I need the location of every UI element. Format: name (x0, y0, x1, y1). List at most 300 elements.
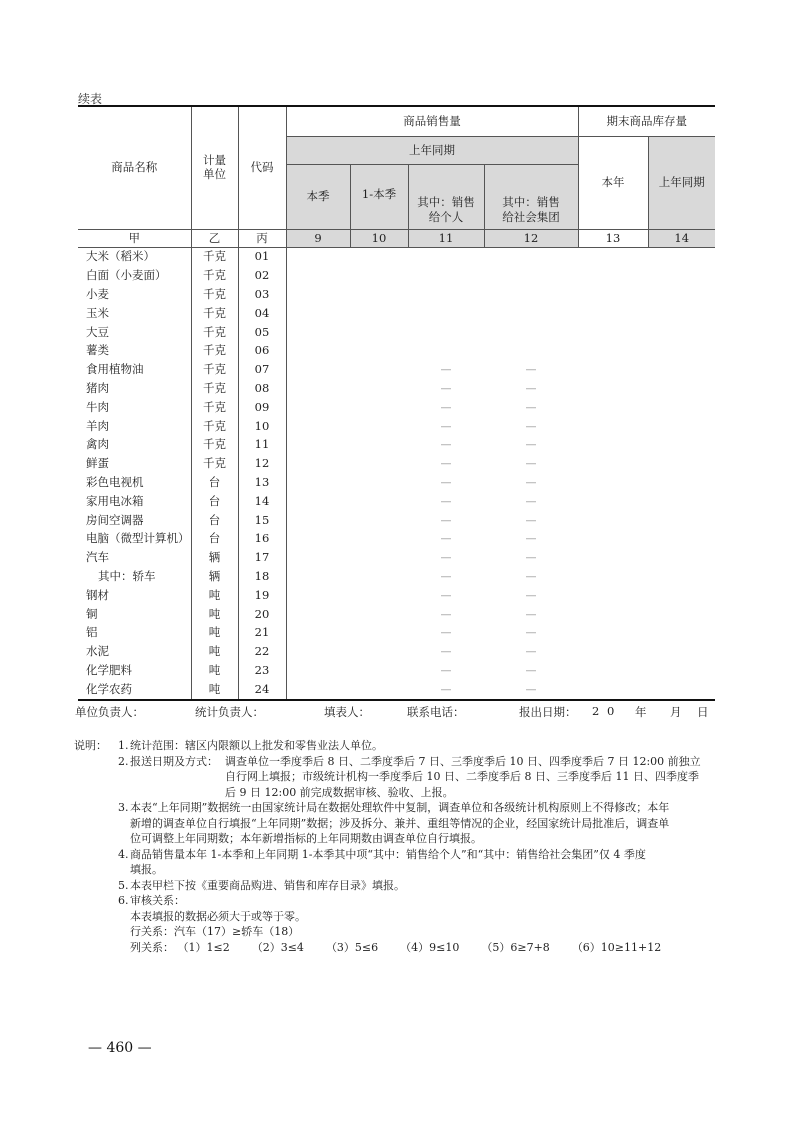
commodity-name: 薯类 (78, 341, 191, 360)
not-applicable-dash: — (525, 551, 537, 565)
code: 10 (238, 417, 286, 436)
cell-col-14 (648, 398, 715, 417)
cell-col-14 (648, 360, 715, 379)
cell-col-9 (286, 680, 350, 700)
cell-col-10 (350, 417, 408, 436)
note-5-text: 本表甲栏下按《重要商品购进、销售和库存目录》填报。 (130, 878, 405, 892)
cell-col-9 (286, 623, 350, 642)
cell-col-12 (484, 567, 578, 586)
unit-head-label: 单位负责人： (75, 705, 144, 719)
cell-col-10 (350, 454, 408, 473)
cell-col-10 (350, 680, 408, 700)
cell-col-9 (286, 567, 350, 586)
cell-col-13 (578, 341, 648, 360)
column-index-cell: 14 (648, 229, 715, 247)
cell-col-11 (408, 623, 484, 642)
note-4-line: 填报。 (130, 863, 163, 876)
note-4 (118, 847, 724, 878)
table-row (78, 548, 715, 567)
cell-col-9 (286, 417, 350, 436)
cell-col-11 (408, 417, 484, 436)
table-row (78, 586, 715, 605)
note-3-line: 本表“上年同期”数据统一由国家统计局在数据处理软件中复制，调查单位和各级统计机构原则上不得修改；本年 (130, 801, 670, 814)
cell-col-9 (286, 642, 350, 661)
code: 01 (238, 247, 286, 266)
cell-col-9 (286, 473, 350, 492)
notes-section (74, 738, 724, 955)
cell-col-12 (484, 454, 578, 473)
not-applicable-dash: — (440, 419, 452, 433)
notes-lead: 说明： (74, 739, 107, 752)
cell-col-12 (484, 285, 578, 304)
commodity-name: 小麦 (78, 285, 191, 304)
cell-col-14 (648, 623, 715, 642)
table-row (78, 680, 715, 700)
table-row (78, 285, 715, 304)
cell-col-12 (484, 586, 578, 605)
note-1 (118, 738, 724, 754)
header-of-which-social: 其中：销售给社会集团 (484, 164, 578, 229)
date-day: 日 (697, 705, 709, 719)
cell-col-9 (286, 586, 350, 605)
not-applicable-dash: — (440, 663, 452, 677)
table-row (78, 492, 715, 511)
cell-col-14 (648, 379, 715, 398)
column-index-cell: 11 (408, 229, 484, 247)
cell-col-12 (484, 323, 578, 342)
cell-col-9 (286, 247, 350, 266)
cell-col-11 (408, 567, 484, 586)
cell-col-10 (350, 586, 408, 605)
header-of-which-individual: 其中：销售给个人 (408, 164, 484, 229)
not-applicable-dash: — (525, 588, 537, 602)
unit: 吨 (191, 661, 238, 680)
col-relation: （2）3≤4 (251, 940, 304, 954)
cell-col-10 (350, 548, 408, 567)
cell-col-10 (350, 529, 408, 548)
commodity-name: 白面（小麦面） (78, 266, 191, 285)
cell-col-14 (648, 247, 715, 266)
commodity-name: 钢材 (78, 586, 191, 605)
commodity-sales-stock-table (78, 105, 715, 701)
date-year: 年 (635, 705, 647, 719)
table-row (78, 417, 715, 436)
cell-col-13 (578, 586, 648, 605)
unit: 辆 (191, 567, 238, 586)
commodity-name: 鲜蛋 (78, 454, 191, 473)
cell-col-11 (408, 642, 484, 661)
cell-col-11 (408, 247, 484, 266)
commodity-name: 玉米 (78, 304, 191, 323)
not-applicable-dash: — (525, 532, 537, 546)
cell-col-13 (578, 304, 648, 323)
note-4-line: 商品销售量本年 1-本季和上年同期 1-本季其中项“其中：销售给个人”和“其中：销售给社会集团”仅 4 季度 (130, 847, 646, 861)
note-6-text: 审核关系： (130, 894, 185, 907)
cell-col-14 (648, 661, 715, 680)
cell-col-10 (350, 360, 408, 379)
cell-col-11 (408, 285, 484, 304)
cell-col-10 (350, 473, 408, 492)
table-row (78, 247, 715, 266)
cell-col-13 (578, 661, 648, 680)
unit: 千克 (191, 341, 238, 360)
not-applicable-dash: — (440, 569, 452, 583)
note-3-line: 新增的调查单位自行填报“上年同期”数据；涉及拆分、兼并、重组等情况的企业，经国家统计局批准后，调查单 (130, 816, 670, 830)
cell-col-12 (484, 642, 578, 661)
note-2-line: 自行网上填报；市级统计机构一季度季后 10 日、二季度季后 8 日、三季度季后 11 日、四季度季 (225, 770, 699, 783)
cell-col-14 (648, 642, 715, 661)
cell-col-11 (408, 454, 484, 473)
code: 02 (238, 266, 286, 285)
header-unit (191, 106, 238, 229)
cell-col-11 (408, 398, 484, 417)
cell-col-10 (350, 661, 408, 680)
col-relation: （1）1≤2 (177, 940, 230, 954)
cell-col-10 (350, 605, 408, 624)
unit: 千克 (191, 435, 238, 454)
cell-col-12 (484, 379, 578, 398)
cell-col-9 (286, 454, 350, 473)
cell-col-12 (484, 661, 578, 680)
header-this-quarter: 本季 (286, 164, 350, 229)
code: 03 (238, 285, 286, 304)
filler-label: 填表人： (324, 705, 370, 719)
note-1-num: 1. (118, 739, 129, 752)
cell-col-14 (648, 285, 715, 304)
cell-col-13 (578, 266, 648, 285)
table-row (78, 379, 715, 398)
date-month: 月 (670, 705, 682, 719)
cell-col-11 (408, 586, 484, 605)
note-2 (118, 754, 724, 801)
table-row (78, 473, 715, 492)
table-row (78, 642, 715, 661)
note-2-label: 报送日期及方式： (130, 754, 218, 768)
cell-col-9 (286, 379, 350, 398)
cell-col-11 (408, 379, 484, 398)
cell-col-14 (648, 529, 715, 548)
cell-col-12 (484, 304, 578, 323)
report-date-label: 报出日期： (519, 705, 577, 719)
page-number: — 460 — (88, 1040, 152, 1056)
unit: 千克 (191, 417, 238, 436)
code: 17 (238, 548, 286, 567)
not-applicable-dash: — (525, 569, 537, 583)
cell-col-14 (648, 435, 715, 454)
cell-col-13 (578, 473, 648, 492)
signature-line (75, 704, 720, 722)
commodity-name: 化学肥料 (78, 661, 191, 680)
note-3-line: 位可调整上年同期数；本年新增指标的上年同期数由调查单位自行填报。 (130, 832, 482, 845)
code: 24 (238, 680, 286, 700)
header-stock-this-year: 本年 (578, 136, 648, 229)
commodity-name: 房间空调器 (78, 511, 191, 530)
table-row (78, 341, 715, 360)
header-stock-prev-year: 上年同期 (648, 136, 715, 229)
cell-col-10 (350, 247, 408, 266)
not-applicable-dash: — (525, 438, 537, 452)
cell-col-12 (484, 435, 578, 454)
cell-col-10 (350, 266, 408, 285)
note-3 (118, 800, 724, 847)
not-applicable-dash: — (440, 626, 452, 640)
code: 13 (238, 473, 286, 492)
commodity-name: 汽车 (78, 548, 191, 567)
commodity-name: 彩色电视机 (78, 473, 191, 492)
note-2-line: 调查单位一季度季后 8 日、二季度季后 7 日、三季度季后 10 日、四季度季后 7 日 12:00 前独立 (225, 754, 701, 768)
cell-col-11 (408, 529, 484, 548)
note-6-nonneg: 本表填报的数据必须大于或等于零。 (130, 909, 306, 923)
cell-col-9 (286, 266, 350, 285)
column-index-row (78, 229, 715, 247)
cell-col-9 (286, 360, 350, 379)
cell-col-12 (484, 623, 578, 642)
cell-col-13 (578, 642, 648, 661)
cell-col-10 (350, 379, 408, 398)
report-date-prefix: 2 0 (592, 704, 617, 718)
unit: 吨 (191, 623, 238, 642)
code: 07 (238, 360, 286, 379)
continuation-label: 续表 (78, 92, 103, 106)
not-applicable-dash: — (525, 475, 537, 489)
cell-col-13 (578, 529, 648, 548)
cell-col-12 (484, 266, 578, 285)
not-applicable-dash: — (525, 663, 537, 677)
table-row (78, 304, 715, 323)
cell-col-13 (578, 285, 648, 304)
cell-col-10 (350, 435, 408, 454)
header-code: 代码 (238, 106, 286, 229)
not-applicable-dash: — (440, 438, 452, 452)
not-applicable-dash: — (440, 645, 452, 659)
cell-col-10 (350, 285, 408, 304)
not-applicable-dash: — (440, 400, 452, 414)
cell-col-13 (578, 247, 648, 266)
cell-col-10 (350, 623, 408, 642)
header-sales-group: 商品销售量 (286, 106, 578, 136)
unit: 吨 (191, 680, 238, 700)
cell-col-13 (578, 548, 648, 567)
commodity-table-container (78, 105, 715, 701)
cell-col-14 (648, 586, 715, 605)
not-applicable-dash: — (440, 457, 452, 471)
cell-col-14 (648, 454, 715, 473)
table-row (78, 435, 715, 454)
cell-col-9 (286, 435, 350, 454)
cell-col-11 (408, 304, 484, 323)
code: 12 (238, 454, 286, 473)
unit: 吨 (191, 586, 238, 605)
col-relation: （6）10≥11+12 (571, 940, 662, 954)
code: 08 (238, 379, 286, 398)
table-row (78, 454, 715, 473)
table-row (78, 360, 715, 379)
unit: 千克 (191, 304, 238, 323)
cell-col-12 (484, 398, 578, 417)
cell-col-14 (648, 323, 715, 342)
col-relations-label: 列关系： (130, 940, 174, 954)
unit: 台 (191, 529, 238, 548)
table-row (78, 661, 715, 680)
cell-col-11 (408, 511, 484, 530)
unit: 辆 (191, 548, 238, 567)
cell-col-13 (578, 454, 648, 473)
cell-col-12 (484, 417, 578, 436)
not-applicable-dash: — (525, 513, 537, 527)
note-2-line: 后 9 日 12:00 前完成数据审核、验收、上报。 (225, 785, 454, 799)
unit: 千克 (191, 285, 238, 304)
cell-col-11 (408, 605, 484, 624)
cell-col-9 (286, 323, 350, 342)
cell-col-14 (648, 492, 715, 511)
cell-col-11 (408, 473, 484, 492)
cell-col-11 (408, 680, 484, 700)
not-applicable-dash: — (440, 607, 452, 621)
not-applicable-dash: — (525, 381, 537, 395)
table-row (78, 567, 715, 586)
code: 22 (238, 642, 286, 661)
cell-col-12 (484, 341, 578, 360)
note-5 (118, 878, 724, 894)
cell-col-14 (648, 605, 715, 624)
not-applicable-dash: — (525, 400, 537, 414)
header-name: 商品名称 (78, 106, 191, 229)
not-applicable-dash: — (525, 363, 537, 377)
column-index-cell: 13 (578, 229, 648, 247)
commodity-name: 大米（稻米） (78, 247, 191, 266)
cell-col-10 (350, 511, 408, 530)
not-applicable-dash: — (440, 475, 452, 489)
cell-col-13 (578, 360, 648, 379)
commodity-name: 铜 (78, 605, 191, 624)
commodity-name: 其中：轿车 (78, 567, 191, 586)
cell-col-13 (578, 511, 648, 530)
unit: 吨 (191, 642, 238, 661)
commodity-name: 大豆 (78, 323, 191, 342)
cell-col-9 (286, 605, 350, 624)
cell-col-13 (578, 680, 648, 700)
cell-col-10 (350, 567, 408, 586)
cell-col-10 (350, 341, 408, 360)
not-applicable-dash: — (525, 419, 537, 433)
cell-col-12 (484, 605, 578, 624)
cell-col-14 (648, 680, 715, 700)
commodity-name: 牛肉 (78, 398, 191, 417)
not-applicable-dash: — (440, 494, 452, 508)
code: 15 (238, 511, 286, 530)
not-applicable-dash: — (440, 513, 452, 527)
cell-col-11 (408, 661, 484, 680)
unit: 吨 (191, 605, 238, 624)
not-applicable-dash: — (525, 494, 537, 508)
cell-col-9 (286, 341, 350, 360)
cell-col-10 (350, 642, 408, 661)
not-applicable-dash: — (525, 607, 537, 621)
not-applicable-dash: — (525, 645, 537, 659)
note-3-num: 3. (118, 801, 129, 814)
cell-col-10 (350, 304, 408, 323)
col-relation: （5）6≥7+8 (481, 940, 550, 954)
unit: 千克 (191, 266, 238, 285)
note-6-row-relation: 行关系：汽车（17）≥轿车（18） (130, 925, 300, 938)
cell-col-13 (578, 379, 648, 398)
not-applicable-dash: — (440, 588, 452, 602)
cell-col-13 (578, 435, 648, 454)
table-row (78, 605, 715, 624)
unit: 千克 (191, 398, 238, 417)
not-applicable-dash: — (440, 682, 452, 696)
code: 14 (238, 492, 286, 511)
cell-col-14 (648, 548, 715, 567)
commodity-name: 家用电冰箱 (78, 492, 191, 511)
note-2-num: 2. (118, 754, 129, 768)
not-applicable-dash: — (440, 551, 452, 565)
cell-col-14 (648, 473, 715, 492)
cell-col-13 (578, 323, 648, 342)
table-row (78, 266, 715, 285)
cell-col-12 (484, 247, 578, 266)
code: 05 (238, 323, 286, 342)
cell-col-12 (484, 680, 578, 700)
not-applicable-dash: — (525, 626, 537, 640)
cell-col-12 (484, 548, 578, 567)
header-stock-group: 期末商品库存量 (578, 106, 715, 136)
cell-col-10 (350, 323, 408, 342)
table-row (78, 323, 715, 342)
note-1-text: 统计范围：辖区内限额以上批发和零售业法人单位。 (130, 739, 383, 752)
column-index-cell: 乙 (191, 229, 238, 247)
cell-col-10 (350, 492, 408, 511)
cell-col-12 (484, 529, 578, 548)
cell-col-14 (648, 304, 715, 323)
cell-col-9 (286, 492, 350, 511)
cell-col-9 (286, 304, 350, 323)
cell-col-9 (286, 529, 350, 548)
table-row (78, 623, 715, 642)
code: 11 (238, 435, 286, 454)
cell-col-12 (484, 492, 578, 511)
commodity-name: 禽肉 (78, 435, 191, 454)
code: 23 (238, 661, 286, 680)
cell-col-13 (578, 623, 648, 642)
table-row (78, 511, 715, 530)
cell-col-13 (578, 605, 648, 624)
commodity-name: 猪肉 (78, 379, 191, 398)
cell-col-9 (286, 285, 350, 304)
column-index-cell: 丙 (238, 229, 286, 247)
cell-col-11 (408, 323, 484, 342)
not-applicable-dash: — (525, 457, 537, 471)
commodity-name: 水泥 (78, 642, 191, 661)
note-6-num: 6. (118, 894, 129, 907)
phone-label: 联系电话： (407, 705, 465, 719)
commodity-name: 食用植物油 (78, 360, 191, 379)
cell-col-12 (484, 360, 578, 379)
cell-col-11 (408, 360, 484, 379)
not-applicable-dash: — (440, 532, 452, 546)
code: 18 (238, 567, 286, 586)
cell-col-11 (408, 435, 484, 454)
stat-head-label: 统计负责人： (195, 705, 264, 719)
cell-col-11 (408, 548, 484, 567)
column-index-cell: 9 (286, 229, 350, 247)
cell-col-13 (578, 567, 648, 586)
commodity-name: 电脑（微型计算机） (78, 529, 191, 548)
cell-col-9 (286, 661, 350, 680)
cell-col-12 (484, 511, 578, 530)
code: 19 (238, 586, 286, 605)
col-relation: （3）5≤6 (325, 940, 379, 954)
